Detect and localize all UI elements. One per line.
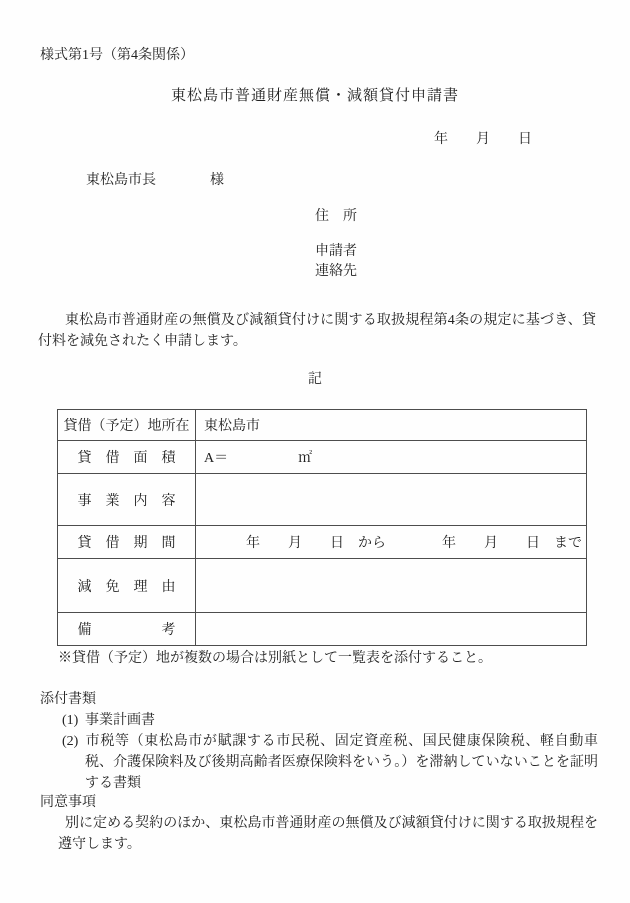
date-line: 年 月 日 [434,132,532,147]
row-value [196,613,587,646]
row-label: 事 業 内 容 [58,474,196,526]
row-value [196,559,587,613]
application-table [57,409,587,646]
attachments-heading: 添付書類 [40,692,96,707]
table-row-business [58,474,587,526]
row-label: 減 免 理 由 [58,559,196,613]
table-row-location [58,410,587,441]
body-paragraph: 東松島市普通財産の無償及び減額貸付けに関する取扱規程第4条の規定に基づき、貸付料を減免されたく申請します。 [38,313,596,349]
table-row-reason [58,559,587,613]
record-marker: 記 [308,372,322,387]
addressee-line [86,173,590,188]
applicant-label: 申請者 [315,244,357,259]
attachments-section [40,689,598,794]
address-label: 住 所 [315,209,357,224]
form-number: 様式第1号（第4条関係） [40,48,194,63]
row-value: 東松島市 [196,410,587,441]
list-item [62,710,598,731]
item-marker: (1) [62,713,79,728]
applicant-block [315,207,590,282]
row-value: A＝ ㎡ [196,441,587,474]
row-label: 貸借（予定）地所在 [58,410,196,441]
consent-text: 別に定める契約のほか、東松島市普通財産の無償及び減額貸付けに関する取扱規程を遵守します。 [58,816,598,852]
list-item [62,731,598,794]
consent-heading: 同意事項 [40,795,96,810]
row-value: 年 月 日 から 年 月 日 まで [196,526,587,559]
item-text: 市税等（東松島市が賦課する市民税、固定資産税、国民健康保険税、軽自動車税、介護保険料及び後期高齢者医療保険料をいう。）を滞納していないことを証明する書類 [85,734,598,791]
row-label: 備 考 [58,613,196,646]
table-row-period [58,526,587,559]
row-label: 貸 借 面 積 [58,441,196,474]
row-value [196,474,587,526]
page-title: 東松島市普通財産無償・減額貸付申請書 [170,88,459,104]
row-label: 貸 借 期 間 [58,526,196,559]
contact-label: 連絡先 [315,264,357,279]
item-marker: (2) [62,734,79,749]
honorific: 様 [210,173,224,188]
item-text: 事業計画書 [85,713,155,728]
table-note: ※貸借（予定）地が複数の場合は別紙として一覧表を添付すること。 [58,651,492,666]
consent-section [40,792,598,855]
addressee: 東松島市長 [86,173,156,188]
table-row-remarks [58,613,587,646]
table-row-area [58,441,587,474]
